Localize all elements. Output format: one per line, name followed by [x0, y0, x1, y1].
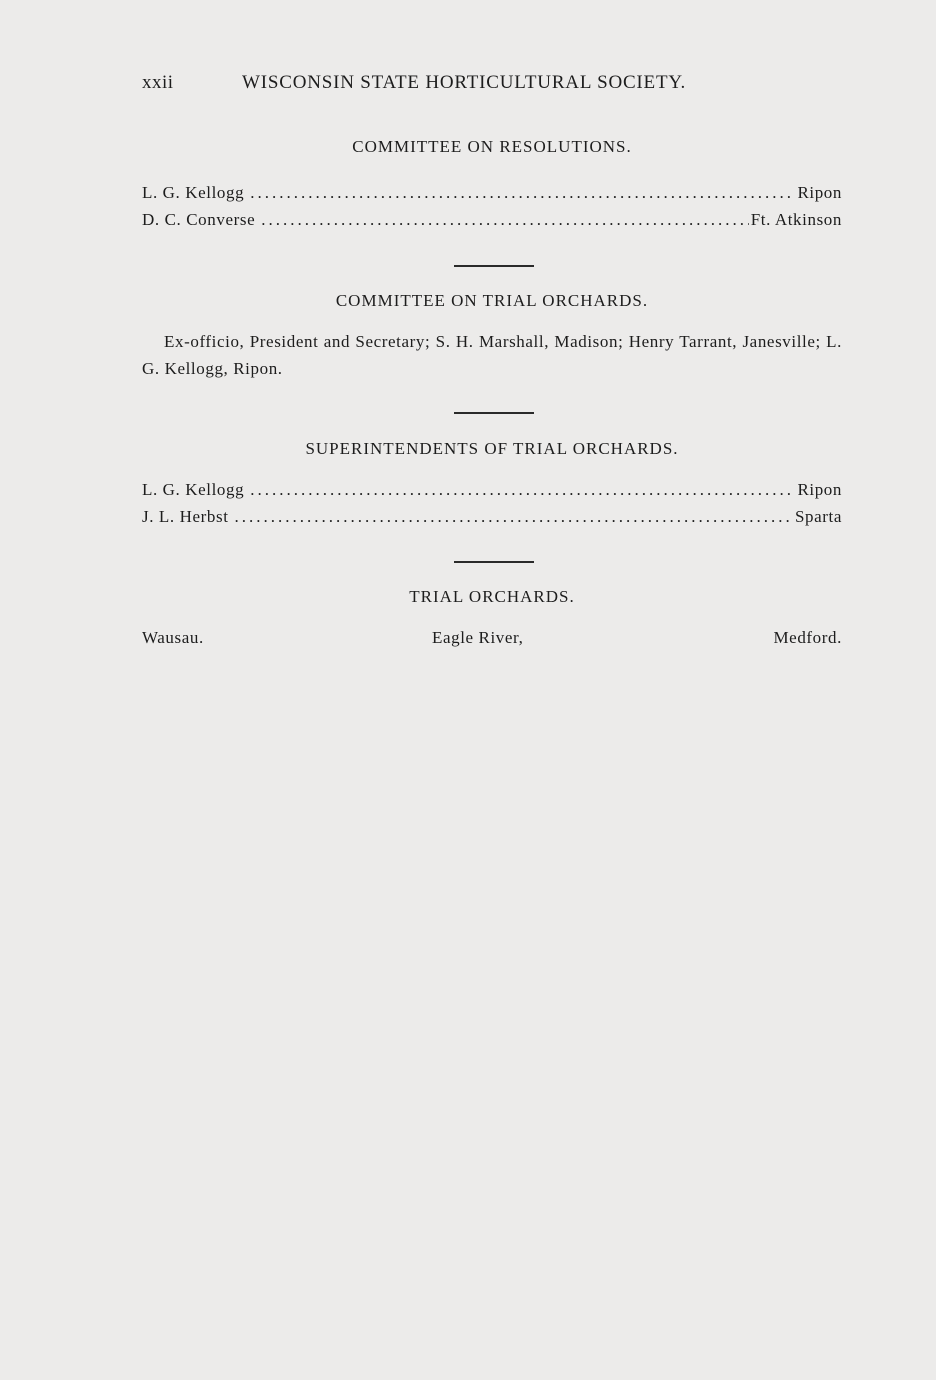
member-place: Ft. Atkinson — [750, 210, 842, 229]
running-title: WISCONSIN STATE HORTICULTURAL SOCIETY. — [242, 72, 686, 93]
section-divider — [454, 265, 534, 267]
trial-orchards-committee-heading: COMMITTEE ON TRIAL ORCHARDS. — [335, 291, 649, 310]
resolutions-member-row — [142, 210, 842, 230]
page-number: xxii — [142, 72, 174, 93]
member-place: Ripon — [797, 183, 842, 202]
dot-leader — [261, 210, 748, 230]
orchard-location: Wausau. — [142, 628, 204, 647]
section-divider — [454, 561, 534, 563]
orchard-location: Eagle River, — [432, 628, 524, 647]
resolutions-heading: COMMITTEE ON RESOLUTIONS. — [352, 137, 632, 156]
dot-leader — [250, 480, 795, 500]
member-place: Sparta — [794, 507, 842, 526]
orchard-location: Medford. — [773, 628, 842, 647]
member-name: L. G. Kellogg — [142, 480, 245, 499]
member-place: Ripon — [797, 480, 842, 499]
trial-orchards-heading: TRIAL ORCHARDS. — [409, 587, 575, 606]
member-name: L. G. Kellogg — [142, 183, 245, 202]
dot-leader — [250, 183, 795, 203]
committee-text: Ex-officio, President and Secretary; S. H. Marshall, Madison; Henry Tarrant, Janesville; L. G. Kellogg, Ripon. — [142, 332, 842, 378]
superintendents-heading: SUPERINTENDENTS OF TRIAL ORCHARDS. — [305, 439, 679, 458]
member-name: J. L. Herbst — [142, 507, 229, 526]
trial-orchards-committee-text — [142, 328, 842, 382]
dot-leader — [235, 507, 793, 527]
superintendent-row — [142, 507, 842, 527]
resolutions-member-row — [142, 183, 842, 203]
trial-orchards-locations — [142, 628, 842, 652]
section-divider — [454, 412, 534, 414]
member-name: D. C. Converse — [142, 210, 256, 229]
superintendent-row — [142, 480, 842, 500]
